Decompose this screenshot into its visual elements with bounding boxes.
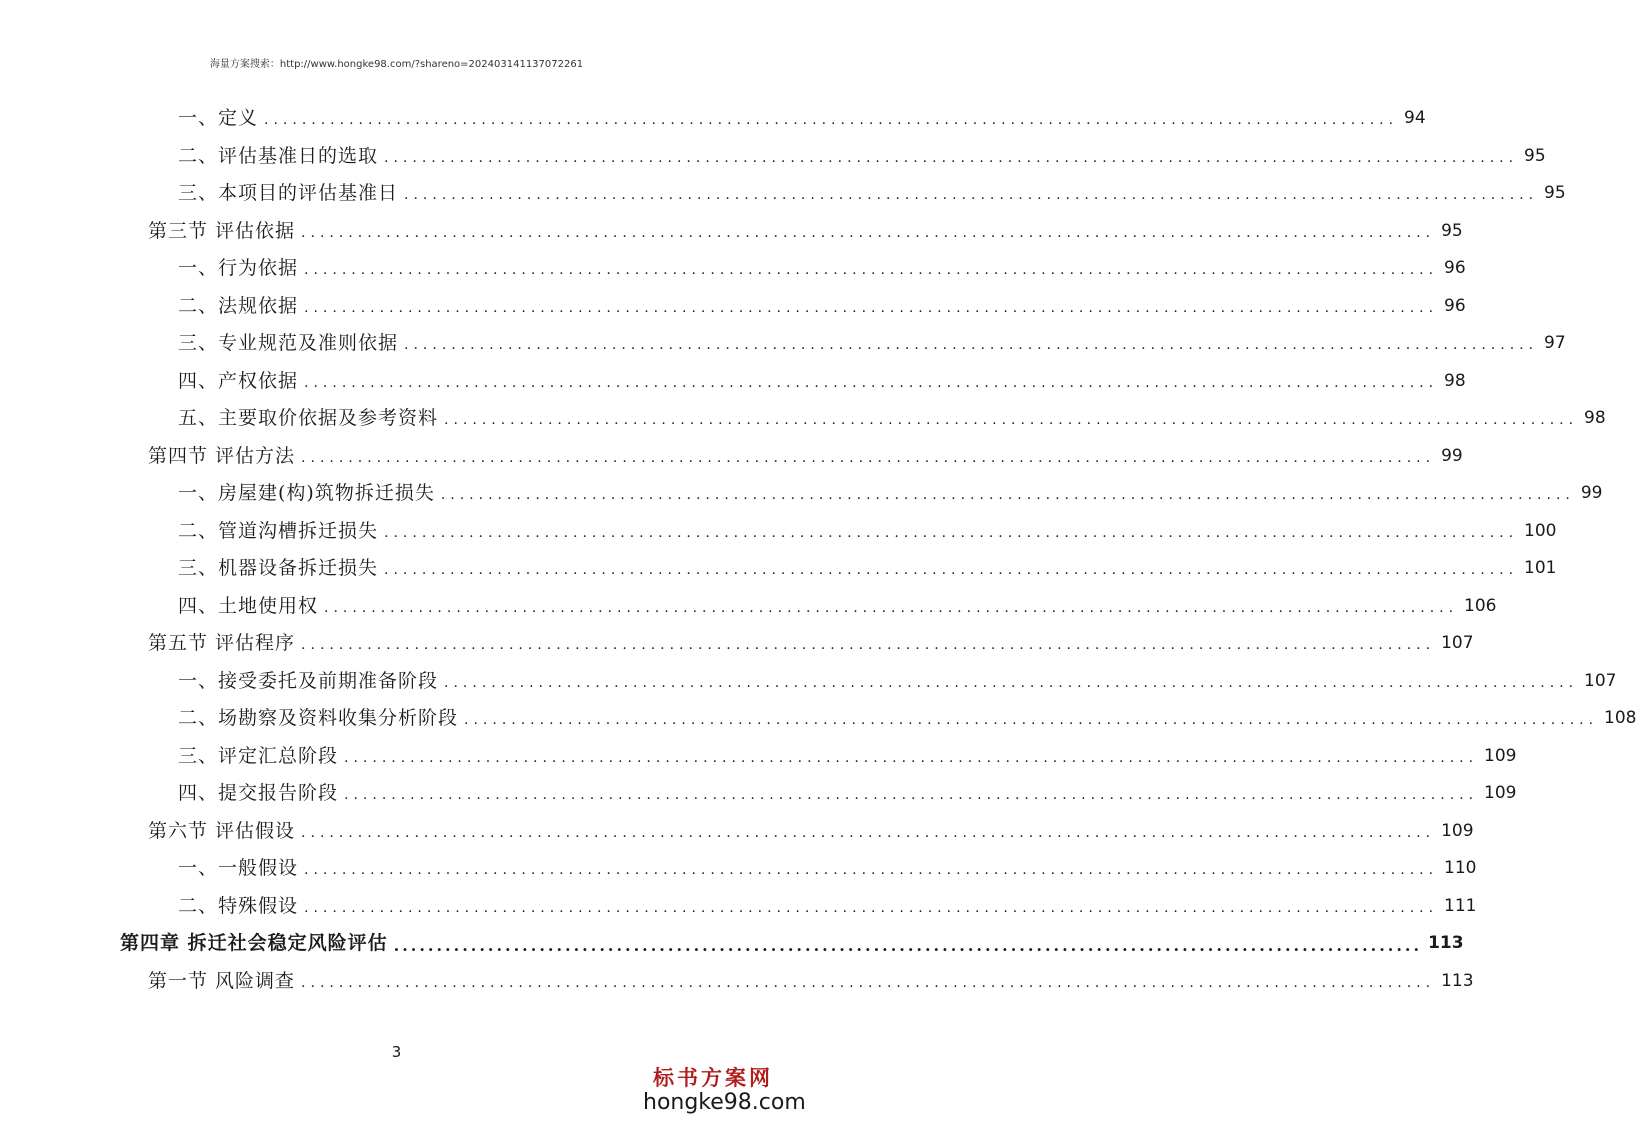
toc-entry bbox=[178, 888, 1477, 925]
toc-dot-leader: ........................................................................................................................ bbox=[324, 599, 1459, 616]
toc-entry-page: 107 bbox=[1441, 633, 1474, 653]
toc-entry-label: 一、房屋建(构)筑物拆迁损失 bbox=[178, 482, 435, 504]
toc-entry bbox=[178, 138, 1546, 175]
toc-entry-label: 二、特殊假设 bbox=[178, 894, 299, 917]
toc-entry-page: 101 bbox=[1524, 558, 1557, 578]
toc-entry-page: 99 bbox=[1580, 483, 1603, 503]
toc-entry-page: 100 bbox=[1524, 520, 1557, 541]
toc-dot-leader: ........................................................................................................................ bbox=[404, 187, 1539, 203]
toc-entry-page: 98 bbox=[1444, 370, 1466, 391]
toc-entry-page: 109 bbox=[1484, 745, 1517, 766]
watermark-cn-text: 标书方案网 bbox=[653, 1065, 773, 1090]
toc-entry-page: 108 bbox=[1604, 708, 1637, 728]
toc-dot-leader: ........................................................................................................................ bbox=[464, 712, 1599, 728]
toc-dot-leader: ........................................................................................................................ bbox=[444, 674, 1579, 691]
toc-dot-leader: ........................................................................................................................ bbox=[344, 749, 1479, 766]
page-number: 3 bbox=[391, 1043, 402, 1061]
toc-entry-label: 第六节 评估假设 bbox=[148, 819, 296, 842]
toc-entry-label: 三、专业规范及准则依据 bbox=[178, 332, 399, 354]
toc-entry bbox=[178, 663, 1617, 700]
toc-entry-page: 110 bbox=[1444, 858, 1477, 878]
toc-entry-label: 二、场勘察及资料收集分析阶段 bbox=[178, 707, 459, 729]
toc-entry-label: 二、评估基准日的选取 bbox=[178, 144, 379, 167]
toc-dot-leader: ........................................................................................................................ bbox=[304, 299, 1439, 316]
toc-dot-leader: ........................................................................................................................ bbox=[301, 449, 1436, 466]
toc-dot-leader: ........................................................................................................................ bbox=[304, 374, 1439, 391]
toc-entry bbox=[148, 963, 1474, 1000]
toc-entry-label: 二、法规依据 bbox=[178, 294, 299, 317]
toc-dot-leader: ........................................................................................................................ bbox=[301, 974, 1436, 991]
toc-entry bbox=[178, 513, 1557, 550]
toc-entry-page: 111 bbox=[1444, 895, 1477, 916]
toc-dot-leader: ........................................................................................................................ bbox=[440, 487, 1575, 503]
toc-entry bbox=[148, 213, 1463, 250]
toc-entry-label: 四、土地使用权 bbox=[178, 594, 319, 617]
toc-entry-page: 98 bbox=[1584, 408, 1606, 428]
toc-entry bbox=[178, 100, 1426, 137]
toc-entry bbox=[148, 625, 1474, 662]
toc-entry-label: 四、产权依据 bbox=[178, 369, 299, 392]
toc-dot-leader: ........................................................................................................................ bbox=[344, 787, 1479, 803]
toc-dot-leader: ........................................................................................................................ bbox=[264, 112, 1399, 128]
toc-entry-page: 109 bbox=[1441, 820, 1474, 841]
toc-entry bbox=[148, 813, 1474, 850]
toc-entry-label: 一、一般假设 bbox=[178, 857, 299, 879]
toc-dot-leader: ........................................................................................................................ bbox=[304, 899, 1439, 916]
toc-entry-page: 95 bbox=[1441, 220, 1463, 241]
toc-dot-leader: ........................................................................................................................ bbox=[301, 824, 1436, 841]
toc-dot-leader: ........................................................................................................................ bbox=[301, 637, 1436, 653]
toc-entry-label: 第一节 风险调查 bbox=[148, 969, 296, 992]
toc-entry-page: 113 bbox=[1428, 933, 1464, 953]
toc-dot-leader: ........................................................................................................................ bbox=[301, 224, 1436, 241]
toc-entry bbox=[178, 700, 1637, 737]
toc-entry-label: 一、定义 bbox=[178, 107, 259, 129]
toc-entry bbox=[178, 775, 1517, 812]
toc-entry-page: 113 bbox=[1441, 970, 1474, 991]
toc-entry bbox=[178, 550, 1557, 587]
toc-entry-label: 五、主要取价依据及参考资料 bbox=[178, 407, 439, 429]
toc-entry bbox=[178, 288, 1466, 325]
toc-entry bbox=[178, 738, 1517, 775]
toc-entry bbox=[178, 363, 1466, 400]
toc-dot-leader: ........................................................................................................................ bbox=[393, 936, 1423, 955]
toc-dot-leader: ........................................................................................................................ bbox=[404, 337, 1539, 353]
toc-entry-label: 第四章 拆迁社会稳定风险评估 bbox=[120, 932, 388, 954]
toc-entry bbox=[178, 175, 1566, 212]
toc-entry-label: 一、接受委托及前期准备阶段 bbox=[178, 669, 439, 692]
toc-entry-page: 96 bbox=[1444, 258, 1466, 278]
toc-entry-label: 三、本项目的评估基准日 bbox=[178, 182, 399, 204]
toc-entry-page: 94 bbox=[1404, 108, 1426, 128]
page-header-url: 海量方案搜索：http://www.hongke98.com/?shareno=20240314113707226​1 bbox=[209, 59, 584, 70]
toc-entry bbox=[178, 850, 1477, 887]
toc-dot-leader: ........................................................................................................................ bbox=[384, 524, 1519, 541]
toc-entry bbox=[148, 438, 1463, 475]
toc-entry-label: 第四节 评估方法 bbox=[148, 444, 296, 467]
toc-dot-leader: ........................................................................................................................ bbox=[444, 412, 1579, 428]
toc-entry-page: 97 bbox=[1544, 333, 1566, 353]
toc-entry-label: 二、管道沟槽拆迁损失 bbox=[178, 519, 379, 542]
toc-entry bbox=[178, 588, 1497, 625]
toc-entry-label: 一、行为依据 bbox=[178, 257, 299, 279]
toc-entry-page: 109 bbox=[1484, 783, 1517, 803]
toc-dot-leader: ........................................................................................................................ bbox=[384, 562, 1519, 578]
toc-dot-leader: ........................................................................................................................ bbox=[384, 149, 1519, 166]
toc-entry-label: 三、评定汇总阶段 bbox=[178, 744, 339, 767]
toc-entry-page: 95 bbox=[1524, 145, 1546, 166]
toc-entry-label: 四、提交报告阶段 bbox=[178, 782, 339, 804]
toc-entry bbox=[178, 250, 1466, 287]
toc-entry bbox=[178, 475, 1603, 512]
toc-entry-label: 第五节 评估程序 bbox=[148, 632, 296, 654]
toc-entry-label: 第三节 评估依据 bbox=[148, 219, 296, 242]
toc-entry-page: 95 bbox=[1544, 183, 1566, 203]
toc-entry bbox=[178, 325, 1566, 362]
toc-dot-leader: ........................................................................................................................ bbox=[304, 862, 1439, 878]
toc-entry-label: 三、机器设备拆迁损失 bbox=[178, 557, 379, 579]
toc-entry-page: 107 bbox=[1584, 670, 1617, 691]
toc-entry bbox=[120, 925, 1464, 962]
toc-entry-page: 106 bbox=[1464, 595, 1497, 616]
watermark-en-text: hongke98.com bbox=[643, 1090, 806, 1115]
toc-dot-leader: ........................................................................................................................ bbox=[304, 262, 1439, 278]
toc-entry-page: 96 bbox=[1444, 295, 1466, 316]
watermark-logo bbox=[643, 1062, 806, 1115]
toc-entry bbox=[178, 400, 1606, 437]
toc-entry-page: 99 bbox=[1441, 445, 1463, 466]
